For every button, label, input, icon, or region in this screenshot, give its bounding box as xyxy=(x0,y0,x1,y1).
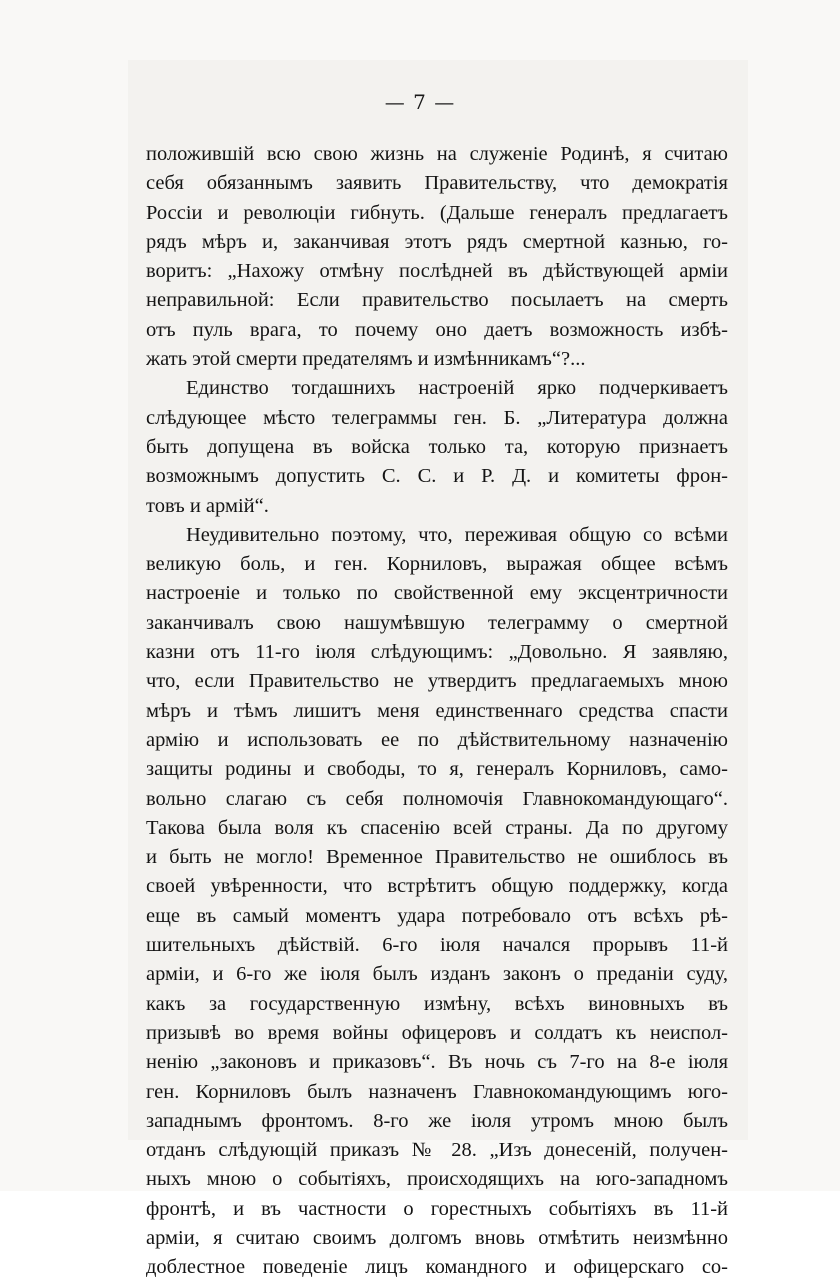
text-line: ныхъ мною о событіяхъ, происходящихъ на юго-западномъ xyxy=(146,1168,728,1191)
text-line: что, если Правительство не утвердитъ предлагаемыхъ мною xyxy=(146,670,728,693)
text-line: возможнымъ допустить С. С. и Р. Д. и комитеты фрон- xyxy=(146,465,728,488)
text-line: себя обязаннымъ заявить Правительству, что демократія xyxy=(146,172,728,195)
text-line: великую боль, и ген. Корниловъ, выражая общее всѣмъ xyxy=(146,553,728,576)
text-line: еще въ самый моментъ удара потребовало отъ всѣхъ рѣ- xyxy=(146,904,728,927)
text-line: арміи, и 6-го же іюля былъ изданъ законъ о преданіи суду, xyxy=(146,963,728,986)
text-line: быть допущена въ войска только та, которую признаетъ xyxy=(146,435,728,458)
text-line: Единство тогдашнихъ настроеній ярко подчеркиваетъ xyxy=(186,377,728,400)
text-line: отъ пуль врага, то почему оно даетъ возможность избѣ- xyxy=(146,318,728,341)
body-text xyxy=(146,140,728,1283)
text-line: защиты родины и свободы, то я, генералъ Корниловъ, само- xyxy=(146,758,728,781)
text-line: настроеніе и только по свойственной ему эксцентричности xyxy=(146,582,728,605)
text-line: Россіи и революціи гибнуть. (Дальше генералъ предлагаетъ xyxy=(146,201,728,224)
text-line: арміи, я считаю своимъ долгомъ вновь отмѣтить неизмѣнно xyxy=(146,1226,728,1249)
text-line: западнымъ фронтомъ. 8-го же іюля утромъ мною былъ xyxy=(146,1109,728,1132)
text-line: своей увѣренности, что встрѣтитъ общую поддержку, когда xyxy=(146,875,728,898)
text-line: Неудивительно поэтому, что, переживая общую со всѣми xyxy=(186,523,728,546)
text-line: призывѣ во время войны офицеровъ и солдатъ къ неиспол- xyxy=(146,1021,728,1044)
text-line: ген. Корниловъ былъ назначенъ Главнокомандующимъ юго- xyxy=(146,1080,728,1103)
text-line: ненію „законовъ и приказовъ“. Въ ночь съ 7-го на 8-е іюля xyxy=(146,1051,728,1074)
text-line: и быть не могло! Временное Правительство не ошиблось въ xyxy=(146,846,728,869)
text-line: шительныхъ дѣйствій. 6-го іюля начался прорывъ 11-й xyxy=(146,934,728,957)
text-line: рядъ мѣръ и, заканчивая этотъ рядъ смертной казнью, го- xyxy=(146,230,728,253)
text-line: казни отъ 11-го іюля слѣдующимъ: „Довольно. Я заявляю, xyxy=(146,641,728,664)
text-line: товъ и армій“. xyxy=(146,494,269,517)
text-line: положившій всю свою жизнь на служеніе Родинѣ, я считаю xyxy=(146,143,728,165)
text-line: вольно слагаю съ себя полномочія Главнокомандующаго“. xyxy=(146,787,728,810)
text-line: мѣръ и тѣмъ лишитъ меня единственнаго средства спасти xyxy=(146,699,728,722)
text-line: неправильной: Если правительство посылаетъ на смерть xyxy=(146,289,728,312)
text-line: отданъ слѣдующій приказъ № 28. „Изъ донесеній, получен- xyxy=(146,1139,728,1162)
text-line: Такова была воля къ спасенію всей страны. Да по другому xyxy=(146,816,728,839)
text-line: воритъ: „Нахожу отмѣну послѣдней въ дѣйствующей арміи xyxy=(146,260,728,283)
text-line: какъ за государственную измѣну, всѣхъ виновныхъ въ xyxy=(146,992,728,1015)
text-line: фронтѣ, и въ частности о горестныхъ событіяхъ въ 11-й xyxy=(146,1197,728,1220)
text-line: слѣдующее мѣсто телеграммы ген. Б. „Литература должна xyxy=(146,406,728,429)
text-line: жать этой смерти предателямъ и измѣнникамъ“?... xyxy=(146,348,586,371)
text-line: армію и использовать ее по дѣйствительному назначенію xyxy=(146,728,728,751)
page-number: — 7 — xyxy=(384,90,456,114)
text-line: заканчивалъ свою нашумѣвшую телеграмму о смертной xyxy=(146,611,728,634)
text-line: доблестное поведеніе лицъ командного и офицерскаго со- xyxy=(146,1256,728,1279)
